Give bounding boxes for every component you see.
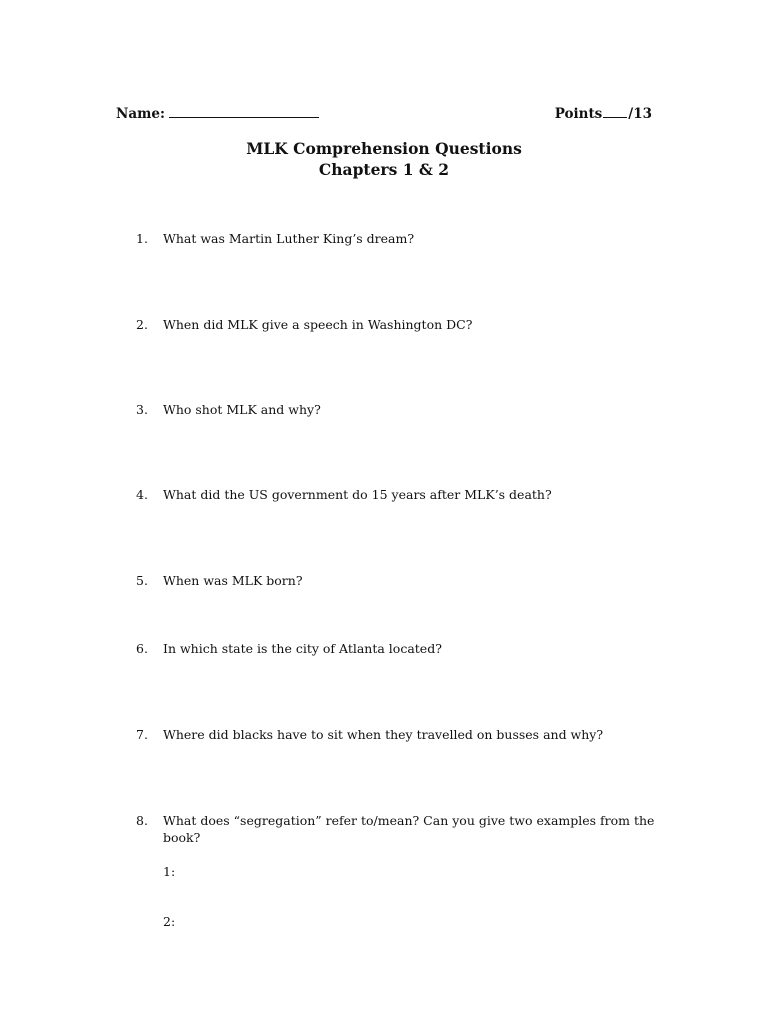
name-blank-line	[169, 104, 319, 118]
header-row	[116, 104, 652, 124]
question-number: 2.	[136, 317, 148, 332]
points-field	[555, 104, 652, 122]
answer-label-1: 1:	[163, 864, 176, 879]
question-item	[136, 486, 656, 503]
question-item	[136, 230, 656, 247]
question-item	[136, 316, 656, 333]
question-item	[136, 640, 656, 657]
points-total: /13	[628, 106, 652, 122]
question-number: 5.	[136, 573, 148, 588]
question-item	[136, 812, 656, 846]
question-number: 8.	[136, 813, 148, 828]
page-title: MLK Comprehension Questions	[246, 139, 522, 158]
page-subtitle: Chapters 1 & 2	[318, 160, 450, 179]
name-field	[116, 104, 319, 122]
question-text: What was Martin Luther King’s dream?	[163, 231, 415, 246]
question-text: When did MLK give a speech in Washington DC?	[163, 317, 473, 332]
question-item	[136, 401, 656, 418]
question-text: Who shot MLK and why?	[163, 402, 321, 417]
points-label: Points	[554, 106, 603, 122]
question-number: 3.	[136, 402, 148, 417]
question-item	[136, 726, 656, 743]
question-text: What does “segregation” refer to/mean? Can you give two examples from the book?	[163, 813, 655, 845]
question-number: 4.	[136, 487, 148, 502]
points-blank-line	[603, 104, 627, 118]
question-number: 1.	[136, 231, 148, 246]
answer-label-2: 2:	[163, 914, 176, 929]
question-text: In which state is the city of Atlanta located?	[163, 641, 442, 656]
question-text: When was MLK born?	[163, 573, 303, 588]
question-number: 6.	[136, 641, 148, 656]
question-text: Where did blacks have to sit when they travelled on busses and why?	[163, 727, 604, 742]
question-number: 7.	[136, 727, 148, 742]
question-text: What did the US government do 15 years after MLK’s death?	[163, 487, 552, 502]
question-item	[136, 572, 656, 589]
name-label: Name:	[116, 106, 165, 122]
